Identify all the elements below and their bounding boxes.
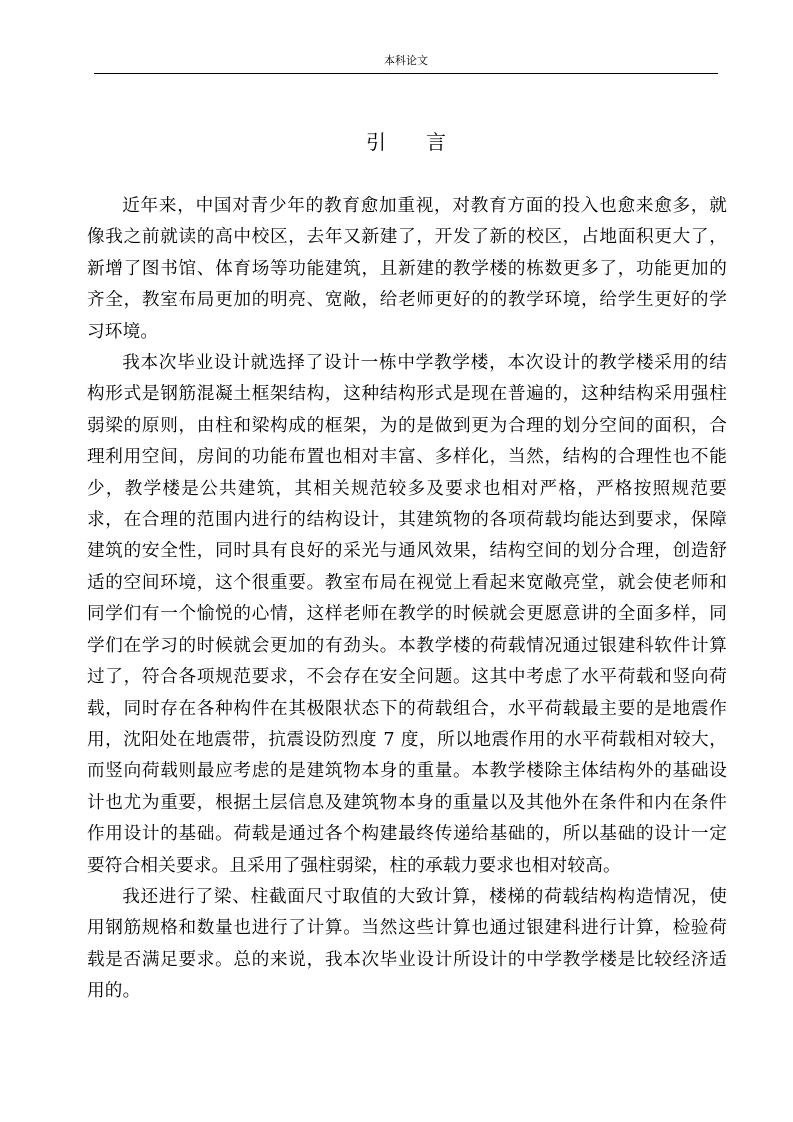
- paragraph-2: 我本次毕业设计就选择了设计一栋中学教学楼，本次设计的教学楼采用的结构形式是钢筋混凝土框架结构，这种结构形式是现在普遍的，这种结构采用强柱弱梁的原则，由柱和梁构成的框架，为的是做到更为合理的划分空间的面积，合理利用空间，房间的功能布置也相对丰富、多样化，当然，结构的合理性也不能少，教学楼是公共建筑，其相关规范较多及要求也相对严格，严格按照规范要求，在合理的范围内进行的结构设计，其建筑物的各项荷载均能达到要求，保障建筑的安全性，同时具有良好的采光与通风效果，结构空间的划分合理，创造舒适的空间环境，这个很重要。教室布局在视觉上看起来宽敞亮堂，就会使老师和同学们有一个愉悦的心情，这样老师在教学的时候就会更愿意讲的全面多样，同学们在学习的时候就会更加的有劲头。本教学楼的荷载情况通过银建科软件计算过了，符合各项规范要求，不会存在安全问题。这其中考虑了水平荷载和竖向荷载，同时存在各种构件在其极限状态下的荷载组合，水平荷载最主要的是地震作用，沈阳处在地震带，抗震设防烈度 7 度，所以地震作用的水平荷载相对较大，而竖向荷载则最应考虑的是建筑物本身的重量。本教学楼除主体结构外的基础设计也尤为重要，根据土层信息及建筑物本身的重量以及其他外在条件和内在条件作用设计的基础。荷载是通过各个构建最终传递给基础的，所以基础的设计一定要符合相关要求。且采用了强柱弱梁，柱的承载力要求也相对较高。: [87, 353, 727, 876]
- paragraph-1: 近年来，中国对青少年的教育愈加重视，对教育方面的投入也愈来愈多，就像我之前就读的高中校区，去年又新建了，开发了新的校区，占地面积更大了，新增了图书馆、体育场等功能建筑，且新建的教学楼的栋数更多了，功能更加的齐全，教室布局更加的明亮、宽敞，给老师更好的的教学环境，给学生更好的学习环境。: [87, 196, 727, 342]
- paragraph-3: 我还进行了梁、柱截面尺寸取值的大致计算，楼梯的荷载结构构造情况，使用钢筋规格和数量也进行了计算。当然这些计算也通过银建科进行计算，检验荷载是否满足要求。总的来说，我本次毕业设计所设计的中学教学楼是比较经济适用的。: [87, 886, 727, 1002]
- section-title: 引言: [366, 130, 486, 154]
- running-header: 本科论文: [384, 54, 428, 67]
- header-divider: [94, 73, 718, 74]
- body-text: [87, 191, 727, 1008]
